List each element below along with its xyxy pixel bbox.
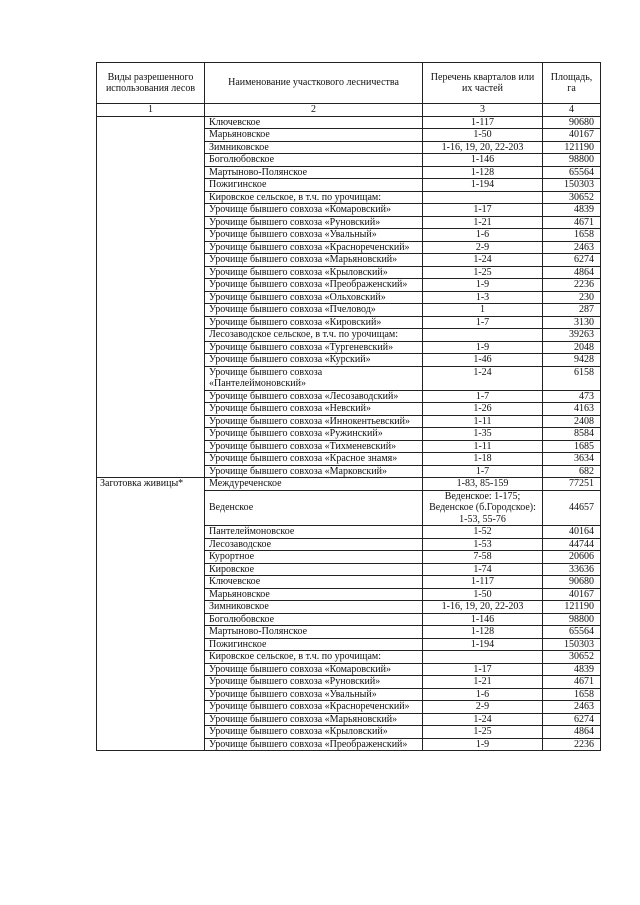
forestry-name-cell: Урочище бывшего совхоза «Комаровский» bbox=[205, 663, 423, 676]
area-cell: 3130 bbox=[543, 316, 601, 329]
quarters-cell: 1-25 bbox=[423, 726, 543, 739]
area-cell: 6158 bbox=[543, 366, 601, 390]
quarters-cell: 1-117 bbox=[423, 576, 543, 589]
area-cell: 150303 bbox=[543, 179, 601, 192]
quarters-cell: 1-6 bbox=[423, 229, 543, 242]
quarters-cell: 1-52 bbox=[423, 526, 543, 539]
area-cell: 40167 bbox=[543, 588, 601, 601]
forestry-name-cell: Мартыново-Полянское bbox=[205, 626, 423, 639]
quarters-cell: 1-3 bbox=[423, 291, 543, 304]
area-cell: 30652 bbox=[543, 191, 601, 204]
area-cell: 65564 bbox=[543, 626, 601, 639]
quarters-cell: 1-11 bbox=[423, 440, 543, 453]
forestry-name-cell: Урочище бывшего совхоза «Руновский» bbox=[205, 676, 423, 689]
forestry-name-cell: Урочище бывшего совхоза «Увальный» bbox=[205, 229, 423, 242]
quarters-cell bbox=[423, 191, 543, 204]
area-cell: 44657 bbox=[543, 490, 601, 526]
forestry-name-cell: Пожигинское bbox=[205, 179, 423, 192]
area-cell: 4671 bbox=[543, 676, 601, 689]
quarters-cell: 1-7 bbox=[423, 465, 543, 478]
forestry-name-cell: Урочище бывшего совхоза «Увальный» bbox=[205, 688, 423, 701]
quarters-cell: 1-11 bbox=[423, 415, 543, 428]
forestry-name-cell: Урочище бывшего совхоза «Кировский» bbox=[205, 316, 423, 329]
area-cell: 90680 bbox=[543, 576, 601, 589]
forestry-name-cell: Урочище бывшего совхоза «Краснореченский» bbox=[205, 241, 423, 254]
area-cell: 3634 bbox=[543, 453, 601, 466]
forestry-name-cell: Урочище бывшего совхоза «Ружинский» bbox=[205, 428, 423, 441]
forestry-name-cell: Урочище бывшего совхоза «Крыловский» bbox=[205, 726, 423, 739]
area-cell: 98800 bbox=[543, 154, 601, 167]
quarters-cell: 1-17 bbox=[423, 663, 543, 676]
forestry-name-cell: Урочище бывшего совхоза «Краснореченский» bbox=[205, 701, 423, 714]
header-quarters: Перечень кварталов или их частей bbox=[423, 63, 543, 104]
area-cell: 65564 bbox=[543, 166, 601, 179]
quarters-cell: 1-6 bbox=[423, 688, 543, 701]
forestry-name-cell: Урочище бывшего совхоза «Лесозаводский» bbox=[205, 390, 423, 403]
quarters-cell: Веденское: 1-175; Веденское (б.Городское): 1-53, 55-76 bbox=[423, 490, 543, 526]
quarters-cell bbox=[423, 329, 543, 342]
table-body bbox=[97, 116, 601, 751]
forestry-name-cell: Кировское сельское, в т.ч. по урочищам: bbox=[205, 651, 423, 664]
forestry-name-cell: Урочище бывшего совхоза «Комаровский» bbox=[205, 204, 423, 217]
column-number: 3 bbox=[423, 104, 543, 117]
forestry-name-cell: Мартыново-Полянское bbox=[205, 166, 423, 179]
quarters-cell: 1-21 bbox=[423, 216, 543, 229]
forestry-name-cell: Урочище бывшего совхоза «Курский» bbox=[205, 354, 423, 367]
quarters-cell: 1-146 bbox=[423, 613, 543, 626]
header-forestry-name: Наименование участкового лесничества bbox=[205, 63, 423, 104]
forestry-name-cell: Лесозаводское сельское, в т.ч. по урочищам: bbox=[205, 329, 423, 342]
quarters-cell: 1-26 bbox=[423, 403, 543, 416]
quarters-cell: 1-7 bbox=[423, 316, 543, 329]
forestry-name-cell: Урочище бывшего совхоза «Пчеловод» bbox=[205, 304, 423, 317]
quarters-cell: 1-16, 19, 20, 22-203 bbox=[423, 141, 543, 154]
area-cell: 2463 bbox=[543, 701, 601, 714]
area-cell: 1658 bbox=[543, 229, 601, 242]
area-cell: 4163 bbox=[543, 403, 601, 416]
quarters-cell: 1-24 bbox=[423, 713, 543, 726]
area-cell: 90680 bbox=[543, 116, 601, 129]
table-row bbox=[97, 478, 601, 491]
forestry-name-cell: Урочище бывшего совхоза «Руновский» bbox=[205, 216, 423, 229]
area-cell: 121190 bbox=[543, 601, 601, 614]
forestry-name-cell: Урочище бывшего совхоза «Марьяновский» bbox=[205, 254, 423, 267]
quarters-cell: 1-18 bbox=[423, 453, 543, 466]
forestry-name-cell: Ключевское bbox=[205, 116, 423, 129]
forest-use-table bbox=[96, 62, 601, 751]
forestry-name-cell: Урочище бывшего совхоза «Марьяновский» bbox=[205, 713, 423, 726]
quarters-cell: 1-46 bbox=[423, 354, 543, 367]
quarters-cell: 7-58 bbox=[423, 551, 543, 564]
quarters-cell: 1-9 bbox=[423, 279, 543, 292]
quarters-cell: 1-146 bbox=[423, 154, 543, 167]
forestry-name-cell: Урочище бывшего совхоза «Преображенский» bbox=[205, 738, 423, 751]
area-cell: 4864 bbox=[543, 266, 601, 279]
forestry-name-cell: Междуреченское bbox=[205, 478, 423, 491]
area-cell: 6274 bbox=[543, 254, 601, 267]
area-cell: 473 bbox=[543, 390, 601, 403]
area-cell: 150303 bbox=[543, 638, 601, 651]
forestry-name-cell: Зимниковское bbox=[205, 141, 423, 154]
area-cell: 8584 bbox=[543, 428, 601, 441]
area-cell: 287 bbox=[543, 304, 601, 317]
forestry-name-cell: Урочище бывшего совхоза «Ольховский» bbox=[205, 291, 423, 304]
forestry-name-cell: Урочище бывшего совхоза «Красное знамя» bbox=[205, 453, 423, 466]
area-cell: 2236 bbox=[543, 279, 601, 292]
quarters-cell: 1-17 bbox=[423, 204, 543, 217]
area-cell: 77251 bbox=[543, 478, 601, 491]
forestry-name-cell: Лесозаводское bbox=[205, 538, 423, 551]
quarters-cell: 1-50 bbox=[423, 129, 543, 142]
forestry-name-cell: Веденское bbox=[205, 490, 423, 526]
area-cell: 4864 bbox=[543, 726, 601, 739]
quarters-cell: 1-25 bbox=[423, 266, 543, 279]
forestry-name-cell: Курортное bbox=[205, 551, 423, 564]
quarters-cell: 1-16, 19, 20, 22-203 bbox=[423, 601, 543, 614]
column-number: 1 bbox=[97, 104, 205, 117]
area-cell: 2463 bbox=[543, 241, 601, 254]
quarters-cell: 1-9 bbox=[423, 341, 543, 354]
header-use-type: Виды разрешенного использования лесов bbox=[97, 63, 205, 104]
quarters-cell: 1-24 bbox=[423, 366, 543, 390]
area-cell: 4839 bbox=[543, 663, 601, 676]
quarters-cell: 2-9 bbox=[423, 701, 543, 714]
quarters-cell: 1-74 bbox=[423, 563, 543, 576]
area-cell: 2048 bbox=[543, 341, 601, 354]
quarters-cell: 1-194 bbox=[423, 179, 543, 192]
area-cell: 40164 bbox=[543, 526, 601, 539]
forestry-name-cell: Урочище бывшего совхоза «Преображенский» bbox=[205, 279, 423, 292]
area-cell: 9428 bbox=[543, 354, 601, 367]
forestry-name-cell: Урочище бывшего совхоза «Иннокентьевский» bbox=[205, 415, 423, 428]
quarters-cell: 1-7 bbox=[423, 390, 543, 403]
column-number: 4 bbox=[543, 104, 601, 117]
forestry-name-cell: Урочище бывшего совхоза «Тургеневский» bbox=[205, 341, 423, 354]
quarters-cell: 1 bbox=[423, 304, 543, 317]
forestry-name-cell: Боголюбовское bbox=[205, 613, 423, 626]
quarters-cell: 1-128 bbox=[423, 626, 543, 639]
area-cell: 121190 bbox=[543, 141, 601, 154]
forestry-name-cell: Марьяновское bbox=[205, 129, 423, 142]
quarters-cell: 1-9 bbox=[423, 738, 543, 751]
quarters-cell: 1-83, 85-159 bbox=[423, 478, 543, 491]
area-cell: 1658 bbox=[543, 688, 601, 701]
quarters-cell: 1-24 bbox=[423, 254, 543, 267]
area-cell: 1685 bbox=[543, 440, 601, 453]
forestry-name-cell: Кировское bbox=[205, 563, 423, 576]
forestry-name-cell: Марьяновское bbox=[205, 588, 423, 601]
forestry-name-cell: Боголюбовское bbox=[205, 154, 423, 167]
area-cell: 4671 bbox=[543, 216, 601, 229]
area-cell: 230 bbox=[543, 291, 601, 304]
column-number-row bbox=[97, 104, 601, 117]
area-cell: 682 bbox=[543, 465, 601, 478]
quarters-cell: 1-194 bbox=[423, 638, 543, 651]
quarters-cell: 1-21 bbox=[423, 676, 543, 689]
forestry-name-cell: Урочище бывшего совхоза «Крыловский» bbox=[205, 266, 423, 279]
header-row bbox=[97, 63, 601, 104]
forestry-name-cell: Зимниковское bbox=[205, 601, 423, 614]
forestry-name-cell: Урочище бывшего совхоза «Марковский» bbox=[205, 465, 423, 478]
forestry-name-cell: Ключевское bbox=[205, 576, 423, 589]
header-area: Площадь, га bbox=[543, 63, 601, 104]
area-cell: 98800 bbox=[543, 613, 601, 626]
area-cell: 30652 bbox=[543, 651, 601, 664]
forestry-name-cell: Урочище бывшего совхоза «Невский» bbox=[205, 403, 423, 416]
area-cell: 6274 bbox=[543, 713, 601, 726]
use-type-cell bbox=[97, 116, 205, 478]
quarters-cell: 1-35 bbox=[423, 428, 543, 441]
forestry-name-cell: Урочище бывшего совхоза «Пантелеймоновский» bbox=[205, 366, 423, 390]
area-cell: 39263 bbox=[543, 329, 601, 342]
area-cell: 33636 bbox=[543, 563, 601, 576]
quarters-cell: 1-128 bbox=[423, 166, 543, 179]
table-row bbox=[97, 116, 601, 129]
area-cell: 2236 bbox=[543, 738, 601, 751]
forestry-name-cell: Пожигинское bbox=[205, 638, 423, 651]
quarters-cell: 2-9 bbox=[423, 241, 543, 254]
forestry-name-cell: Пантелеймоновское bbox=[205, 526, 423, 539]
forestry-name-cell: Кировское сельское, в т.ч. по урочищам: bbox=[205, 191, 423, 204]
quarters-cell: 1-53 bbox=[423, 538, 543, 551]
column-number: 2 bbox=[205, 104, 423, 117]
area-cell: 44744 bbox=[543, 538, 601, 551]
quarters-cell: 1-117 bbox=[423, 116, 543, 129]
area-cell: 2408 bbox=[543, 415, 601, 428]
area-cell: 4839 bbox=[543, 204, 601, 217]
area-cell: 20606 bbox=[543, 551, 601, 564]
forestry-name-cell: Урочище бывшего совхоза «Тихменевский» bbox=[205, 440, 423, 453]
quarters-cell bbox=[423, 651, 543, 664]
use-type-cell: Заготовка живицы* bbox=[97, 478, 205, 751]
area-cell: 40167 bbox=[543, 129, 601, 142]
quarters-cell: 1-50 bbox=[423, 588, 543, 601]
